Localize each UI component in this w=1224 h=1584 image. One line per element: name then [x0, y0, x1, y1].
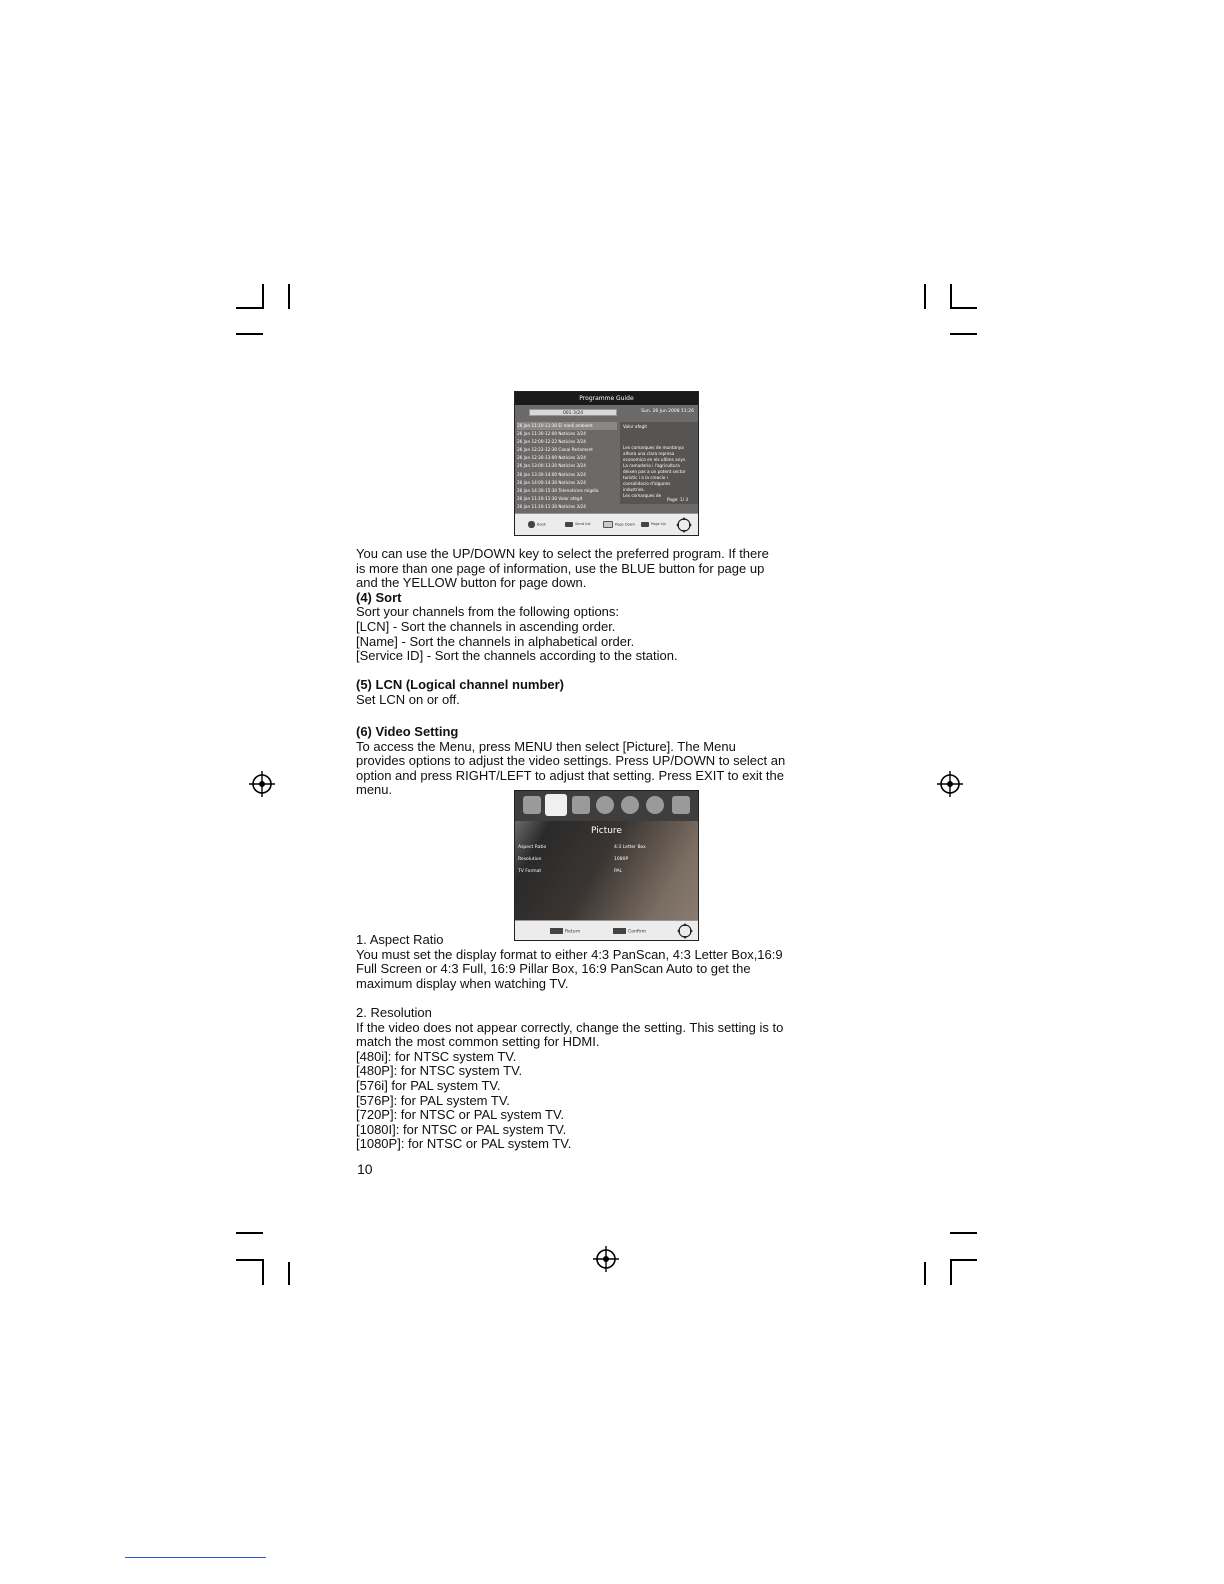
crop-mark	[950, 307, 977, 309]
epg-event-row: 26 Jan 11:30-12:00 Noticies 3/24	[517, 431, 586, 437]
epg-event-row: 26 Jan 13:30-14:00 Noticies 3/24	[517, 471, 586, 477]
yellow-key-icon	[603, 521, 613, 528]
section-heading: 1. Aspect Ratio	[356, 932, 444, 947]
page-number: 10	[357, 1161, 373, 1177]
epg-date: Sun. 26 Jun 2008 11:26	[641, 409, 694, 414]
epg-footer	[515, 513, 698, 535]
epg-page-indicator: Page: 1/ 3	[667, 497, 688, 502]
epg-event-row: 26 Jan 11:10-11:30 Valor afegit	[517, 495, 583, 501]
paragraph: 1. Aspect Ratio You must set the display format to either 4:3 PanScan, 4:3 Letter Box,16:9 Full Screen or 4:3 Full, 16:9 Pillar Box, 16:9 PanScan Auto to get the maximum display when watching TV. 2. Resolution If the video does not appear correctly, change the setting. This setting is to match the most common setting for HDMI. [480i]: for NTSC system TV. [480P]: for NTSC system TV. [576i] for PAL system TV. [576P]: for PAL system TV. [720P]: for NTSC or PAL system TV. [1080I]: for NTSC or PAL system TV. [1080P]: for NTSC or PAL system TV.	[356, 932, 784, 1152]
epg-event-row: 26 Jan 11:10-11:30 El medi ambient	[517, 422, 617, 430]
footer-rule	[125, 1557, 266, 1558]
epg-detail-line: economica en els ultims anys.	[623, 457, 687, 462]
system-icon	[646, 796, 664, 814]
epg-detail-line: industries.	[623, 487, 645, 492]
epg-event-list	[517, 422, 617, 511]
epg-event-row: 26 Jan 14:00-14:30 Noticies 3/24	[517, 479, 586, 485]
epg-detail-line: deixen pas a un potent sector	[623, 469, 686, 474]
ok-key-icon	[528, 521, 535, 528]
epg-detail-line: Les comarques de	[623, 493, 662, 498]
option-icon	[621, 796, 639, 814]
epg-detail-line: La ramaderia i l'agricultura	[623, 463, 680, 468]
registration-mark-icon	[249, 771, 275, 797]
crop-mark	[950, 284, 952, 309]
epg-footer-page-up: Page Up	[641, 521, 666, 527]
registration-mark-icon	[593, 1246, 619, 1272]
epg-event-row: 26 Jan 12:30-13:00 Noticies 3/24	[517, 455, 586, 461]
confirm-hint: Confirm	[613, 928, 646, 936]
crop-mark	[950, 1259, 952, 1285]
crop-mark	[950, 1232, 977, 1234]
crop-mark	[288, 1262, 290, 1285]
menu-row-aspect-ratio: Aspect Ratio 4:3 Letter Box	[518, 845, 646, 850]
epg-footer-book: Book	[528, 521, 546, 528]
section-heading: (5) LCN (Logical channel number)	[356, 677, 565, 693]
picture-menu-body	[515, 821, 698, 922]
crop-mark	[236, 1232, 263, 1234]
blue-key-icon	[641, 522, 649, 527]
crop-mark	[262, 284, 264, 309]
epg-event-row: 26 Jan 14:30-15:30 Telenoticies migdia	[517, 487, 599, 493]
epg-event-row: 26 Jan 11:10-11:30 Noticies 3/24	[517, 503, 586, 509]
return-hint: Return	[550, 928, 580, 936]
dpad-icon	[676, 517, 692, 533]
menu-row-tv-format: TV Format PAL	[518, 869, 623, 874]
epg-footer-page-down: Page Down	[603, 521, 635, 528]
crop-mark	[236, 307, 264, 309]
epg-title: Programme Guide	[515, 392, 698, 405]
epg-footer-send-list: Send list	[565, 521, 590, 527]
epg-event-row: 26 Jan 13:00-13:30 Noticies 3/24	[517, 463, 586, 469]
section-heading: (6) Video Setting	[356, 724, 459, 739]
time-icon	[596, 796, 614, 814]
picture-icon	[545, 794, 567, 816]
epg-detail-line: Les comarques de muntanya	[623, 445, 684, 450]
crop-mark	[236, 333, 263, 335]
epg-detail-line: consolidacio d'algunes	[623, 481, 671, 486]
picture-menu-screenshot	[514, 790, 699, 941]
epg-event-row: 26 Jan 12:22-12:30 Canal Parlament	[517, 447, 593, 453]
programme-guide-screenshot	[514, 391, 699, 536]
epg-event-row: 26 Jan 12:00-12:22 Noticies 3/24	[517, 439, 586, 445]
channel-icon	[523, 796, 541, 814]
paragraph: (6) Video Setting To access the Menu, press MENU then select [Picture]. The Menu provides options to adjust the video settings. Press UP/DOWN to select an option and press RIGHT/LEFT to adjust that setting. Press EXIT to exit the menu.	[356, 724, 786, 798]
crop-mark	[288, 284, 290, 309]
usb-icon	[672, 796, 690, 814]
epg-detail-panel	[620, 422, 698, 504]
crop-mark	[924, 1262, 926, 1285]
epg-detail-line: alhora una clara represa	[623, 451, 675, 456]
menu-row-resolution: Resolution 1080P	[518, 857, 629, 862]
crop-mark	[924, 284, 926, 309]
epg-detail-line: turistic i a la creacio i	[623, 475, 668, 480]
section-heading: (4) Sort	[356, 589, 402, 605]
crop-mark	[950, 1259, 977, 1261]
search-icon	[572, 796, 590, 814]
paragraph: You can use the UP/DOWN key to select the preferred program. If there is more than one page of information, use the BLUE button for page up and the YELLOW button for page down. (4) Sort Sort your channels from the following options: [LCN] - Sort the channels in ascending order. [Name] - Sort the channels in alphabetical order. [Service ID] - Sort the channels according to the station. (5) LCN (Logical channel number) Set LCN on or off.	[356, 546, 769, 707]
epg-channel-selector: 001 3/24	[529, 409, 617, 416]
registration-mark-icon	[937, 771, 963, 797]
crop-mark	[236, 1259, 264, 1261]
section-heading: 2. Resolution	[356, 1004, 432, 1020]
crop-mark	[262, 1259, 264, 1285]
crop-mark	[950, 333, 977, 335]
epg-detail-title: Valor afegit	[623, 424, 647, 429]
picture-menu-title: Picture	[591, 826, 622, 836]
key-icon	[565, 522, 573, 527]
menu-icon-bar	[515, 791, 698, 821]
